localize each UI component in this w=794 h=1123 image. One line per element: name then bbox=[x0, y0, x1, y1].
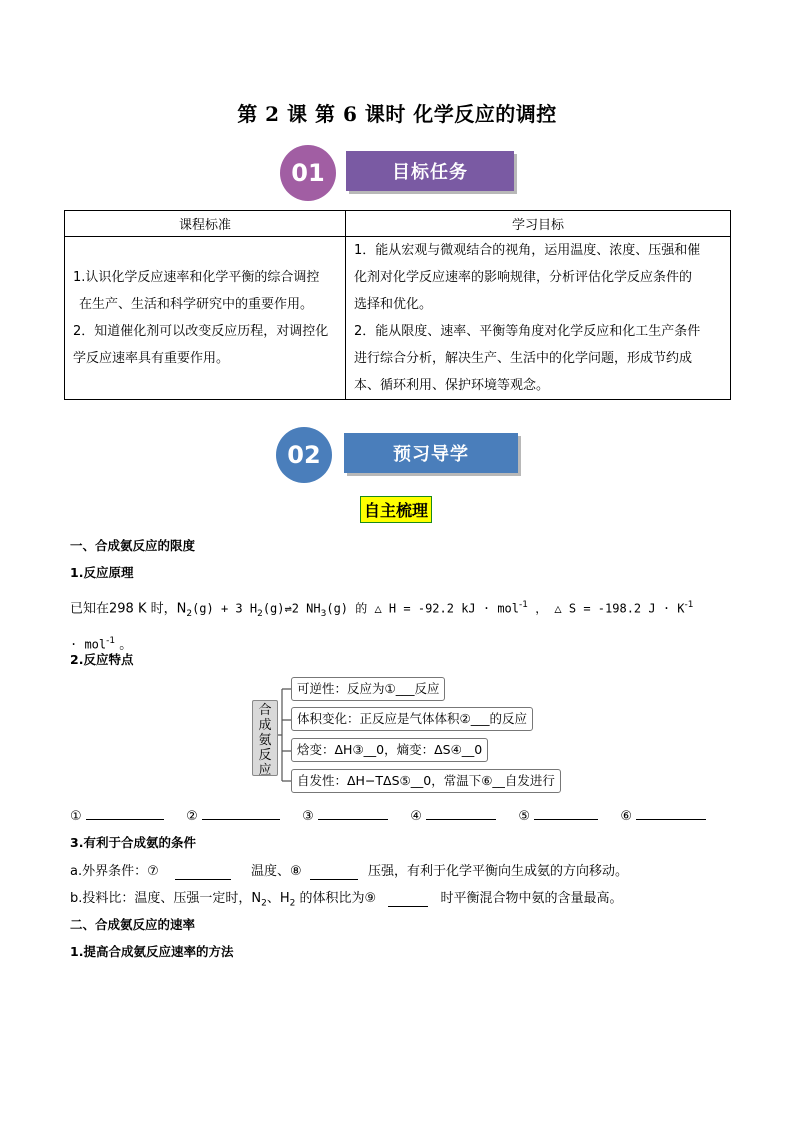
principle-segment: · mol bbox=[70, 637, 107, 652]
section-number: 02 bbox=[287, 441, 321, 469]
superscript: -1 bbox=[519, 600, 528, 610]
answer-blank[interactable] bbox=[202, 805, 280, 820]
answer-blank[interactable] bbox=[318, 805, 388, 820]
condition-text: a.外界条件：⑦ bbox=[70, 864, 159, 879]
blank-label: ⑥ bbox=[620, 809, 633, 824]
answer-blanks-row bbox=[70, 805, 706, 824]
answer-blank[interactable] bbox=[636, 805, 706, 820]
condition-text: 、H bbox=[266, 891, 290, 906]
answer-blank[interactable] bbox=[310, 864, 358, 880]
table-row bbox=[65, 237, 731, 400]
condition-text: b.投料比：温度、压强一定时，N bbox=[70, 891, 262, 906]
principle-segment: J · K bbox=[641, 601, 685, 616]
heading-two: 二、合成氨反应的速率 bbox=[70, 917, 196, 932]
blank-label: ⑤ bbox=[518, 809, 530, 824]
superscript: -1 bbox=[684, 600, 694, 610]
table-text-line: 本、循环利用、保护环境等观念。 bbox=[354, 378, 550, 393]
blank-label: ④ bbox=[410, 809, 422, 824]
objectives-table bbox=[64, 210, 731, 400]
blank-label: ③ bbox=[302, 809, 314, 824]
condition-text: 的体积比为⑨ bbox=[295, 891, 377, 906]
subscript: 2 bbox=[186, 608, 193, 619]
principle-segment: (g)⇌2 NH bbox=[262, 601, 321, 616]
principle-segment: kJ · mol bbox=[453, 601, 519, 616]
mindmap-item: 自发性：ΔH−TΔS⑤__0，常温下⑥__自发进行 bbox=[291, 769, 561, 793]
section-title: 目标任务 bbox=[392, 162, 468, 183]
table-text-line: 1．能从宏观与微观结合的视角，运用温度、浓度、压强和催 bbox=[354, 243, 701, 258]
table-cell-standards bbox=[65, 237, 346, 400]
table-text-line: 进行综合分析，解决生产、生活中的化学问题，形成节约成 bbox=[354, 351, 693, 366]
condition-a bbox=[70, 860, 628, 880]
principle-segment: ， △ S = bbox=[527, 601, 598, 616]
subscript: 2 bbox=[257, 608, 263, 619]
table-text-line: 1.认识化学反应速率和化学平衡的综合调控 bbox=[73, 270, 320, 285]
blank-label: ① bbox=[70, 809, 82, 824]
table-header: 课程标准 bbox=[65, 211, 346, 237]
highlight-heading: 自主梳理 bbox=[360, 496, 432, 523]
table-text-line: 学反应速率具有重要作用。 bbox=[73, 351, 230, 366]
condition-text: 温度、⑧ bbox=[251, 864, 302, 879]
principle-segment: (g) + 3 H bbox=[192, 601, 258, 616]
mindmap-item: 可逆性：反应为①___反应 bbox=[291, 677, 445, 701]
heading-principle: 1.反应原理 bbox=[70, 565, 134, 580]
table-text-line: 2．能从限度、速率、平衡等角度对化学反应和化工生产条件 bbox=[354, 324, 701, 339]
superscript: -1 bbox=[106, 635, 116, 646]
subscript: 2 bbox=[261, 898, 267, 909]
page-title: 第 2 课 第 6 课时 化学反应的调控 bbox=[237, 102, 557, 126]
principle-segment: 已知在298 K 时，N bbox=[70, 601, 187, 617]
section-title: 预习导学 bbox=[393, 444, 469, 465]
enthalpy-value: -92.2 bbox=[417, 601, 454, 616]
table-text-line: 在生产、生活和科学研究中的重要作用。 bbox=[79, 297, 314, 312]
heading-conditions: 3.有利于合成氨的条件 bbox=[70, 835, 196, 850]
answer-blank[interactable] bbox=[388, 891, 428, 907]
table-text-line: 选择和优化。 bbox=[354, 297, 433, 312]
mindmap-item: 体积变化：正反应是气体体积②___的反应 bbox=[291, 707, 533, 731]
section-number: 01 bbox=[291, 159, 325, 187]
subscript: 2 bbox=[289, 898, 296, 909]
heading-rate: 1.提高合成氨反应速率的方法 bbox=[70, 944, 234, 959]
subscript: 3 bbox=[320, 608, 327, 619]
entropy-value: -198.2 bbox=[597, 601, 642, 616]
heading-one: 一、合成氨反应的限度 bbox=[70, 538, 196, 553]
mindmap-item: 焓变：ΔH③__0，熵变：ΔS④__0 bbox=[291, 738, 488, 762]
section-title-bar bbox=[346, 151, 514, 191]
answer-blank[interactable] bbox=[86, 805, 164, 820]
table-text-line: 2．知道催化剂可以改变反应历程，对调控化 bbox=[73, 324, 329, 339]
answer-blank[interactable] bbox=[175, 864, 231, 880]
answer-blank[interactable] bbox=[426, 805, 496, 820]
mindmap-root: 合成氨反应 bbox=[252, 700, 278, 776]
condition-b bbox=[70, 887, 622, 909]
heading-features: 2.反应特点 bbox=[70, 652, 134, 667]
principle-segment: (g) 的 △ H = bbox=[326, 601, 418, 616]
principle-segment: 。 bbox=[115, 637, 133, 653]
section-title-bar bbox=[344, 433, 518, 473]
condition-text: 压强，有利于化学平衡向生成氨的方向移动。 bbox=[367, 864, 628, 879]
principle-text bbox=[70, 592, 730, 658]
table-header-row bbox=[65, 211, 731, 237]
table-header: 学习目标 bbox=[346, 211, 731, 237]
blank-label: ② bbox=[186, 809, 198, 824]
condition-text: 时平衡混合物中氨的含量最高。 bbox=[440, 891, 623, 906]
table-text-line: 化剂对化学反应速率的影响规律，分析评估化学反应条件的 bbox=[354, 270, 693, 285]
section-number-badge bbox=[276, 427, 332, 483]
section-number-badge bbox=[280, 145, 336, 201]
table-cell-goals bbox=[346, 237, 731, 400]
answer-blank[interactable] bbox=[534, 805, 598, 820]
